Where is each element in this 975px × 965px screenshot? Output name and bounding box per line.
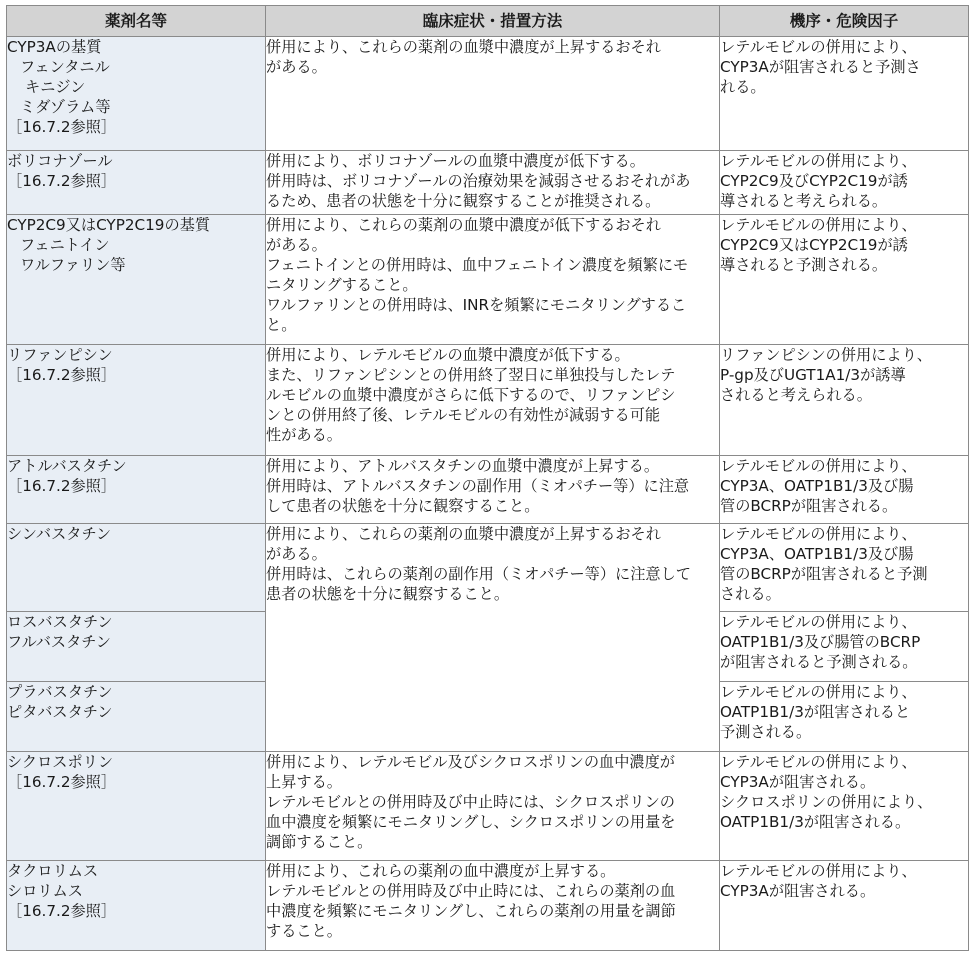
clinical-text: また、リファンピシンとの併用終了翌日に単独投与したレテ <box>266 366 676 384</box>
mechanism-cell <box>720 612 969 682</box>
clinical-cell <box>266 524 720 752</box>
drug-name: ピタバスタチン <box>7 703 113 721</box>
mechanism-text: CYP2C9又はCYP2C19が誘 <box>720 236 908 254</box>
table-row <box>7 215 969 345</box>
mechanism-cell <box>720 151 969 215</box>
clinical-text: 調節すること。 <box>266 833 373 851</box>
mechanism-text: P-gp及びUGT1A1/3が誘導 <box>720 366 906 384</box>
drug-name: シクロスポリン <box>7 753 114 771</box>
mechanism-text: レテルモビルの併用により、 <box>720 862 917 880</box>
clinical-text: 上昇する。 <box>266 773 342 791</box>
mechanism-text: が阻害されると予測される。 <box>720 653 918 671</box>
clinical-cell <box>266 215 720 345</box>
drug-cell <box>7 752 266 861</box>
header-mechanism-risk: 機序・危険因子 <box>720 6 969 37</box>
mechanism-text: レテルモビルの併用により、 <box>720 216 917 234</box>
clinical-text: 血中濃度を頻繁にモニタリングし、シクロスポリンの用量を <box>266 813 676 831</box>
mechanism-text: 予測される。 <box>720 723 812 741</box>
mechanism-text: レテルモビルの併用により、 <box>720 38 917 56</box>
drug-name: キニジン <box>25 78 86 96</box>
drug-cell <box>7 456 266 524</box>
reference-note: ［16.7.2参照］ <box>7 902 117 920</box>
mechanism-text: れる。 <box>720 78 766 96</box>
mechanism-text: CYP3A、OATP1B1/3及び腸 <box>720 477 914 495</box>
clinical-text: 併用時は、ボリコナゾールの治療効果を減弱させるおそれがあ <box>266 172 691 190</box>
clinical-text: 併用により、ボリコナゾールの血漿中濃度が低下する。 <box>266 152 645 170</box>
mechanism-text: レテルモビルの併用により、 <box>720 683 917 701</box>
table-header-row <box>7 6 969 37</box>
drug-name: フェニトイン <box>20 236 110 254</box>
drug-name: シロリムス <box>7 882 83 900</box>
header-clinical-measures: 臨床症状・措置方法 <box>266 6 720 37</box>
clinical-text: 併用時は、これらの薬剤の副作用（ミオパチー等）に注意して <box>266 565 691 583</box>
clinical-text: がある。 <box>266 545 327 563</box>
mechanism-text: レテルモビルの併用により、 <box>720 525 917 543</box>
mechanism-text: される。 <box>720 585 781 603</box>
mechanism-cell <box>720 524 969 612</box>
mechanism-text: レテルモビルの併用により、 <box>720 152 917 170</box>
mechanism-cell <box>720 456 969 524</box>
table-row <box>7 345 969 456</box>
drug-interaction-table <box>6 5 969 951</box>
mechanism-text: CYP2C9及びCYP2C19が誘 <box>720 172 908 190</box>
drug-name: ミダゾラム等 <box>20 98 111 116</box>
reference-note: ［16.7.2参照］ <box>7 477 117 495</box>
drug-cell <box>7 861 266 951</box>
drug-cell <box>7 682 266 752</box>
clinical-cell <box>266 752 720 861</box>
reference-note: ［16.7.2参照］ <box>7 118 117 136</box>
mechanism-cell <box>720 861 969 951</box>
clinical-text: フェニトインとの併用時は、血中フェニトイン濃度を頻繁にモ <box>266 256 689 274</box>
drug-cell <box>7 524 266 612</box>
mechanism-text: レテルモビルの併用により、 <box>720 613 917 631</box>
drug-name: タクロリムス <box>7 862 99 880</box>
clinical-text: と。 <box>266 316 297 334</box>
table-row <box>7 524 969 612</box>
clinical-text: ニタリングすること。 <box>266 276 418 294</box>
clinical-text: がある。 <box>266 58 327 76</box>
mechanism-text: リファンピシンの併用により、 <box>720 346 932 364</box>
mechanism-text: 導されると考えられる。 <box>720 192 888 210</box>
drug-name: リファンピシン <box>7 346 113 364</box>
header-drug-name: 薬剤名等 <box>7 6 266 37</box>
clinical-cell <box>266 151 720 215</box>
mechanism-text: 導されると予測される。 <box>720 256 888 274</box>
mechanism-cell <box>720 682 969 752</box>
drug-name: ボリコナゾール <box>7 152 113 170</box>
clinical-cell <box>266 345 720 456</box>
clinical-text: 併用により、これらの薬剤の血中濃度が上昇する。 <box>266 862 616 880</box>
clinical-cell <box>266 456 720 524</box>
table-row <box>7 37 969 151</box>
mechanism-text: CYP3A、OATP1B1/3及び腸 <box>720 545 914 563</box>
reference-note: ［16.7.2参照］ <box>7 773 117 791</box>
clinical-text: るため、患者の状態を十分に観察することが推奨される。 <box>266 192 661 210</box>
clinical-text: レテルモビルとの併用時及び中止時には、シクロスポリンの <box>266 793 675 811</box>
mechanism-text: 管のBCRPが阻害されると予測 <box>720 565 928 583</box>
drug-cell <box>7 37 266 151</box>
mechanism-text: CYP3Aが阻害されると予測さ <box>720 58 921 76</box>
drug-name: アトルバスタチン <box>7 457 127 475</box>
clinical-text: 併用により、これらの薬剤の血漿中濃度が上昇するおそれ <box>266 525 661 543</box>
table-row <box>7 456 969 524</box>
mechanism-text: シクロスポリンの併用により、 <box>720 793 933 811</box>
mechanism-text: OATP1B1/3及び腸管のBCRP <box>720 633 921 651</box>
clinical-cell <box>266 37 720 151</box>
mechanism-cell <box>720 37 969 151</box>
mechanism-cell <box>720 215 969 345</box>
clinical-text: ンとの併用終了後、レテルモビルの有効性が減弱する可能 <box>266 406 661 424</box>
drug-cell <box>7 215 266 345</box>
reference-note: ［16.7.2参照］ <box>7 366 117 384</box>
clinical-text: して患者の状態を十分に観察すること。 <box>266 497 540 515</box>
clinical-text: 患者の状態を十分に観察すること。 <box>266 585 509 603</box>
mechanism-text: 管のBCRPが阻害される。 <box>720 497 898 515</box>
table-row <box>7 151 969 215</box>
drug-name: プラバスタチン <box>7 683 113 701</box>
clinical-cell <box>266 861 720 951</box>
mechanism-text: レテルモビルの併用により、 <box>720 753 917 771</box>
drug-cell <box>7 345 266 456</box>
clinical-text: 併用により、レテルモビル及びシクロスポリンの血中濃度が <box>266 753 675 771</box>
clinical-text: 併用により、これらの薬剤の血漿中濃度が低下するおそれ <box>266 216 661 234</box>
drug-name: CYP3Aの基質 <box>7 38 102 56</box>
clinical-text: 併用により、アトルバスタチンの血漿中濃度が上昇する。 <box>266 457 660 475</box>
drug-name: CYP2C9又はCYP2C19の基質 <box>7 216 211 234</box>
mechanism-text: OATP1B1/3が阻害されると <box>720 703 911 721</box>
drug-name: ワルファリン等 <box>20 256 126 274</box>
clinical-text: 中濃度を頻繁にモニタリングし、これらの薬剤の用量を調節 <box>266 902 676 920</box>
clinical-text: 併用により、レテルモビルの血漿中濃度が低下する。 <box>266 346 630 364</box>
drug-name: フルバスタチン <box>7 633 111 651</box>
clinical-text: 性がある。 <box>266 426 342 444</box>
mechanism-cell <box>720 345 969 456</box>
clinical-text: 併用により、これらの薬剤の血漿中濃度が上昇するおそれ <box>266 38 661 56</box>
drug-name: フェンタニル <box>20 58 110 76</box>
mechanism-text: OATP1B1/3が阻害される。 <box>720 813 911 831</box>
mechanism-text: CYP3Aが阻害される。 <box>720 882 876 900</box>
drug-cell <box>7 612 266 682</box>
table-row <box>7 861 969 951</box>
clinical-text: ルモビルの血漿中濃度がさらに低下するので、リファンピシ <box>266 386 676 404</box>
reference-note: ［16.7.2参照］ <box>7 172 117 190</box>
clinical-text: すること。 <box>266 922 342 940</box>
mechanism-text: レテルモビルの併用により、 <box>720 457 917 475</box>
mechanism-cell <box>720 752 969 861</box>
mechanism-text: CYP3Aが阻害される。 <box>720 773 876 791</box>
mechanism-text: されると考えられる。 <box>720 386 872 404</box>
clinical-text: レテルモビルとの併用時及び中止時には、これらの薬剤の血 <box>266 882 676 900</box>
clinical-text: がある。 <box>266 236 327 254</box>
clinical-text: ワルファリンとの併用時は、INRを頻繁にモニタリングするこ <box>266 296 687 314</box>
drug-name: ロスバスタチン <box>7 613 113 631</box>
clinical-text: 併用時は、アトルバスタチンの副作用（ミオパチー等）に注意 <box>266 477 690 495</box>
table-row <box>7 752 969 861</box>
drug-cell <box>7 151 266 215</box>
drug-name: シンバスタチン <box>7 525 112 543</box>
